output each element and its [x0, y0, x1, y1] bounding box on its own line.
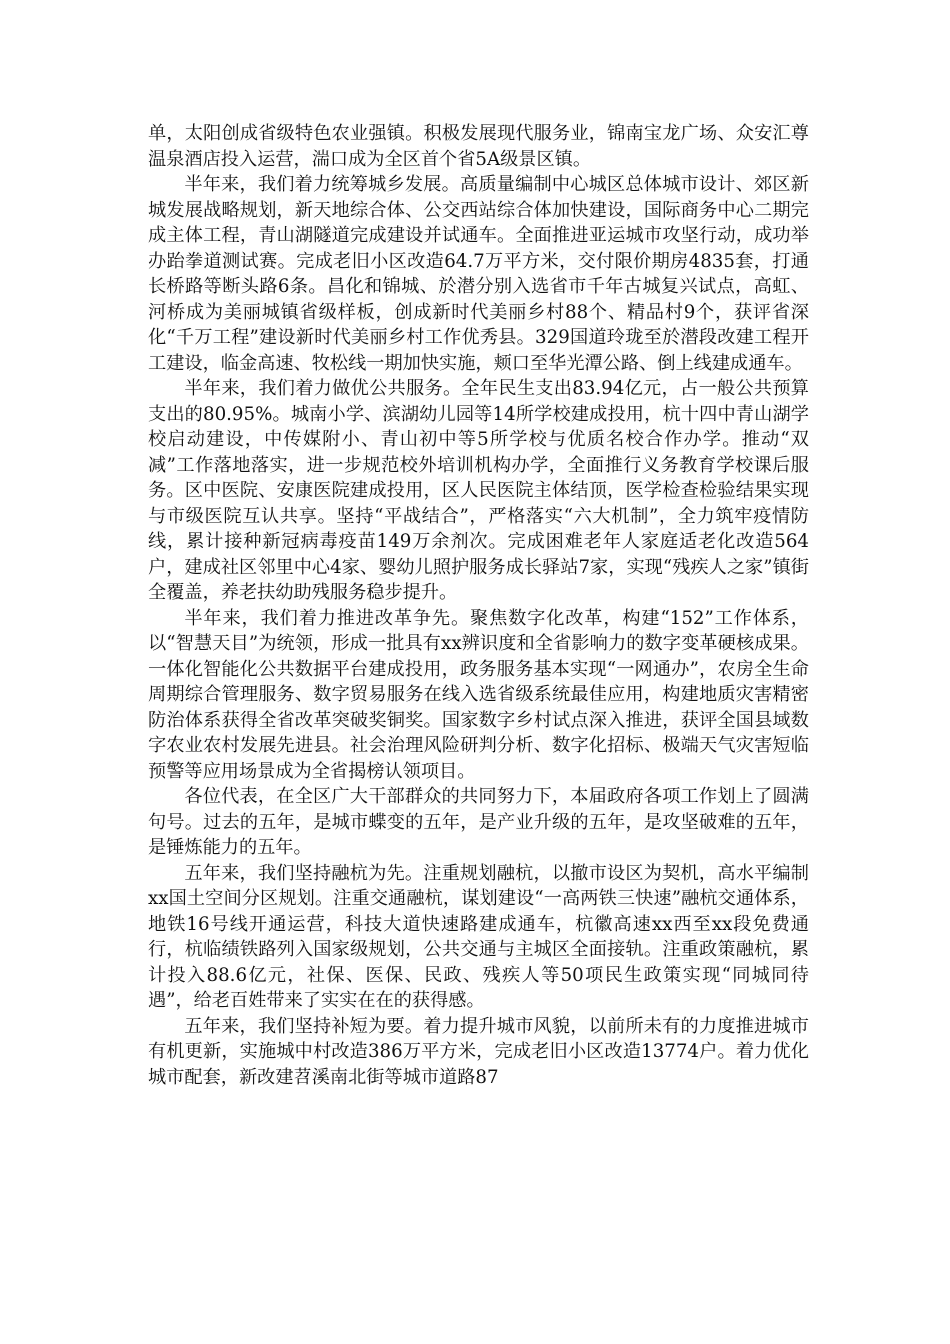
paragraph-1: 单，太阳创成省级特色农业强镇。积极发展现代服务业，锦南宝龙广场、众安汇尊温泉酒店投入运营，湍口成为全区首个省5A级景区镇。: [148, 123, 809, 170]
paragraph-2: 半年来，我们着力统筹城乡发展。高质量编制中心城区总体城市设计、郊区新城发展战略规划，新天地综合体、公交西站综合体加快建设，国际商务中心二期完成主体工程，青山湖隧道完成建设并试通车。全面推进亚运城市攻坚行动，成功举办跆拳道测试赛。完成老旧小区改造64.7万平方米，交付限价期房4835套，打通长桥路等断头路6条。昌化和锦城、於潜分别入选省市千年古城复兴试点，高虹、河桥成为美丽城镇省级样板，创成新时代美丽乡村88个、精品村9个，获评省深化“千万工程”建设新时代美丽乡村工作优秀县。329国道玲珑至於潜段改建工程开工建设，临金高速、牧松线一期加快实施，颊口至华光潭公路、倒上线建成通车。: [148, 174, 809, 374]
paragraph-3: 半年来，我们着力做优公共服务。全年民生支出83.94亿元，占一般公共预算支出的80.95%。城南小学、滨湖幼儿园等14所学校建成投用，杭十四中青山湖学校启动建设，中传媒附小、青山初中等5所学校与优质名校合作办学。推动“双减”工作落地落实，进一步规范校外培训机构办学，全面推行义务教育学校课后服务。区中医院、安康医院建成投用，区人民医院主体结顶，医学检查检验结果实现与市级医院互认共享。坚持“平战结合”，严格落实“六大机制”，全力筑牢疫情防线，累计接种新冠病毒疫苗149万余剂次。完成困难老年人家庭适老化改造564户，建成社区邻里中心4家、婴幼儿照护服务成长驿站7家，实现“残疾人之家”镇街全覆盖，养老扶幼助残服务稳步提升。: [148, 378, 809, 603]
paragraph-4: 半年来，我们着力推进改革争先。聚焦数字化改革，构建“152”工作体系，以“智慧天目”为统领，形成一批具有xx辨识度和全省影响力的数字变革硬核成果。一体化智能化公共数据平台建成投用，政务服务基本实现“一网通办”，农房全生命周期综合管理服务、数字贸易服务在线入选省级系统最佳应用，构建地质灾害精密防治体系获得全省改革突破奖铜奖。国家数字乡村试点深入推进，获评全国县域数字农业农村发展先进县。社会治理风险研判分析、数字化招标、极端天气灾害短临预警等应用场景成为全省揭榜认领项目。: [148, 607, 809, 782]
paragraph-7: 五年来，我们坚持补短为要。着力提升城市风貌，以前所未有的力度推进城市有机更新，实施城中村改造386万平方米，完成老旧小区改造13774户。着力优化城市配套，新改建苕溪南北街等城市道路87: [148, 1015, 809, 1088]
document-body: [148, 121, 809, 1090]
paragraph-5: 各位代表，在全区广大干部群众的共同努力下，本届政府各项工作划上了圆满句号。过去的五年，是城市蝶变的五年，是产业升级的五年，是攻坚破难的五年，是锤炼能力的五年。: [148, 786, 809, 858]
paragraph-6: 五年来，我们坚持融杭为先。注重规划融杭，以撤市设区为契机，高水平编制xx国土空间分区规划。注重交通融杭，谋划建设“一高两铁三快速”融杭交通体系，地铁16号线开通运营，科技大道快速路建成通车，杭徽高速xx西至xx段免费通行，杭临绩铁路列入国家级规划，公共交通与主城区全面接轨。注重政策融杭，累计投入88.6亿元，社保、医保、民政、残疾人等50项民生政策实现“同城同待遇”，给老百姓带来了实实在在的获得感。: [148, 862, 809, 1011]
